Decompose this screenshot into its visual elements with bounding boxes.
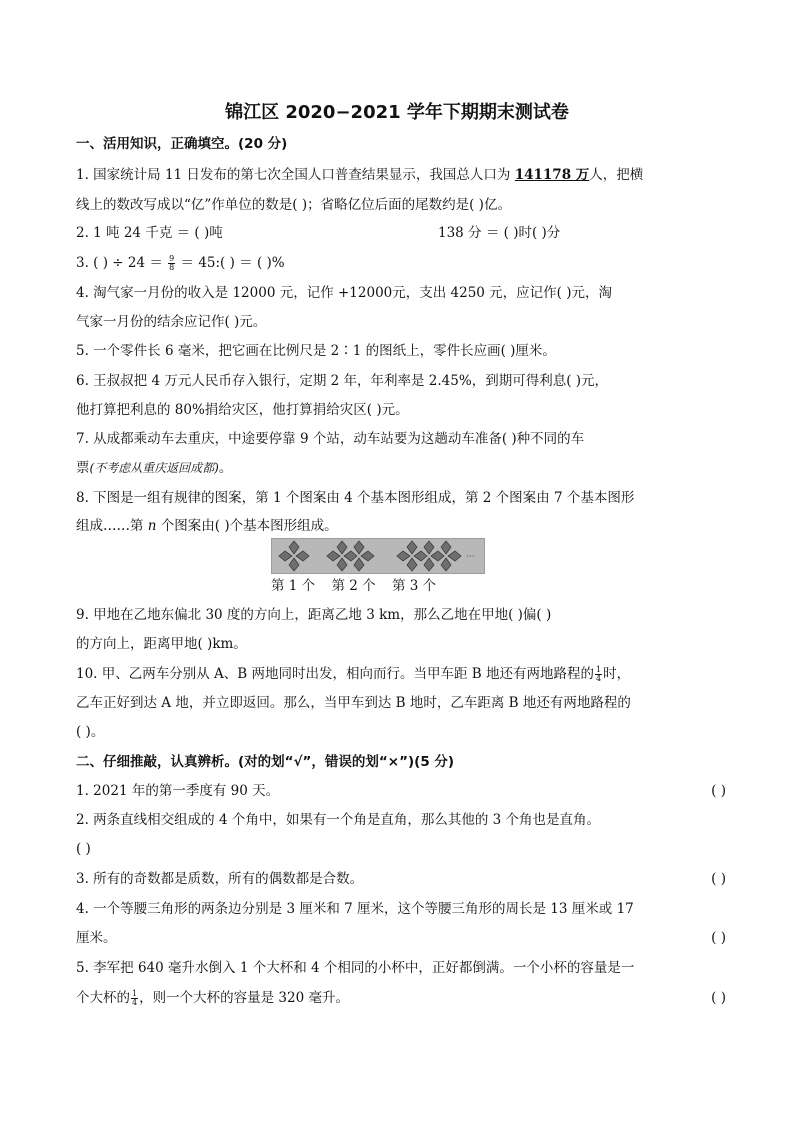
q3-fraction [168,255,175,272]
q10-line1 [76,662,726,686]
q9-line2: 的方向上，距离甲地( )km。 [76,636,247,652]
q10-frac-num: 1 [596,665,602,674]
s2-q4-text: 厘米。 [76,930,117,946]
q2-line [76,221,726,245]
s2-q2-answer-bracket[interactable]: ( ) [76,841,91,857]
q7-line2 [76,456,726,480]
s2-q3-line [76,867,726,891]
q1-text-end: 人，把横 [589,167,644,183]
q3-text-end: ＝ 45:( ) ＝ ( )% [176,255,285,271]
q2-right: 138 分 ＝ ( )时( )分 [438,225,561,241]
q8-text: 组成……第 [76,518,148,534]
pattern-labels [271,574,471,598]
q1-text: 1. 国家统计局 11 日发布的第七次全国人口普查结果显示，我国总人口为 [76,167,515,183]
s2-q5-line2 [76,986,726,1010]
q3-text: 3. ( ) ÷ 24 ＝ [76,255,168,271]
q8-line1: 8. 下图是一组有规律的图案，第 1 个图案由 4 个基本图形组成，第 2 个图案由 7 个基本图形 [76,490,635,506]
s2-q4-answer-bracket[interactable]: ( ) [711,930,726,946]
q6-line1: 6. 王叔叔把 4 万元人民币存入银行，定期 2 年，年利率是 2.45%，到期可得利息( )元， [76,373,609,389]
q4-line1: 4. 淘气家一月份的收入是 12000 元，记作 +12000元，支出 4250 元，应记作( )元，淘 [76,285,613,301]
pattern-label-1: 第 1 个 [271,578,316,594]
s2-q5-text: 个大杯的 [76,990,130,1006]
s2-q1-text: 1. 2021 年的第一季度有 90 天。 [76,783,280,799]
s2-q4-line2 [76,926,726,950]
q7-end: 。 [218,460,233,476]
q1-line1 [76,163,726,187]
s2-q3-text: 3. 所有的奇数都是质数，所有的偶数都是合数。 [76,871,364,887]
q9-line1: 9. 甲地在乙地东偏北 30 度的方向上，距离乙地 3 km，那么乙地在甲地( )偏( ) [76,607,552,623]
q10-frac-den: 4 [596,674,602,683]
page-title: 锦江区 2020−2021 学年下期期末测试卷 [225,102,569,123]
q10-text: 10. 甲、乙两车分别从 A、B 两地同时出发，相向而行。当甲车距 B 地还有两地路程的 [76,666,595,682]
q6-line2: 他打算把利息的 80%捐给灾区，他打算捐给灾区( )元。 [76,402,409,418]
pattern-label-2: 第 2 个 [331,578,376,594]
q10-line2: 乙车正好到达 A 地，并立即返回。那么，当甲车到达 B 地时，乙车距离 B 地还有两地路程的 [76,695,631,711]
pattern-figure-svg [272,539,484,573]
q7-text: 票 [76,460,90,476]
q8-line2 [76,514,726,538]
q10-line3: ( )。 [76,724,105,740]
section2-heading: 二、仔细推敲，认真辨析。(对的划“√”，错误的划“×”)(5 分) [76,754,455,770]
s2-q2-bracket-line [76,837,726,861]
q8-text-end: 个图案由( )个基本图形组成。 [156,518,338,534]
q10-fraction [595,666,602,683]
s2-q5-frac-num: 1 [132,989,138,998]
s2-q1-line [76,779,726,803]
q3-line [76,251,726,275]
q10-text-end: 时， [603,666,631,682]
q4-line2: 气家一月份的结余应记作( )元。 [76,314,267,330]
s2-q5-frac-den: 4 [132,998,138,1007]
s2-q5-line1: 5. 李军把 640 毫升水倒入 1 个大杯和 4 个相同的小杯中，正好都倒满。一个小杯的容量是一 [76,960,635,976]
q3-frac-num: 9 [169,254,175,263]
s2-q5-text-end: ，则一个大杯的容量是 320 毫升。 [139,990,349,1006]
s2-q5-answer-bracket[interactable]: ( ) [711,990,726,1006]
q8-variable: n [147,518,157,534]
s2-q2-line: 2. 两条直线相交组成的 4 个角中，如果有一个角是直角，那么其他的 3 个角也是直角。 [76,812,601,828]
q7-line1: 7. 从成都乘动车去重庆，中途要停靠 9 个站，动车站要为这趟动车准备( )种不同的车 [76,431,585,447]
pattern-figure [271,538,485,574]
q3-frac-den: 8 [169,263,175,272]
pattern-2 [327,541,374,571]
q1-line2: 线上的数改写成以“亿”作单位的数是( )；省略亿位后面的尾数约是( )亿。 [76,197,511,213]
pattern-1 [279,541,309,571]
section1-heading: 一、活用知识，正确填空。(20 分) [76,136,288,152]
s2-q5-fraction [131,990,138,1007]
q5-line: 5. 一个零件长 6 毫米，把它画在比例尺是 2∶1 的图纸上，零件长应画( )厘米。 [76,343,556,359]
pattern-label-3: 第 3 个 [391,578,437,594]
s2-q4-line1: 4. 一个等腰三角形的两条边分别是 3 厘米和 7 厘米，这个等腰三角形的周长是 13 厘米或 17 [76,901,634,917]
q1-underlined-number: 141178 万 [514,167,590,183]
s2-q1-answer-bracket[interactable]: ( ) [711,783,726,799]
q2-left: 2. 1 吨 24 千克 ＝ ( )吨 [76,225,223,241]
s2-q3-answer-bracket[interactable]: ( ) [711,871,726,887]
pattern-ellipsis: ··· [466,552,475,562]
q7-note: (不考虑从重庆返回成都) [89,461,219,475]
pattern-3 [397,541,461,571]
